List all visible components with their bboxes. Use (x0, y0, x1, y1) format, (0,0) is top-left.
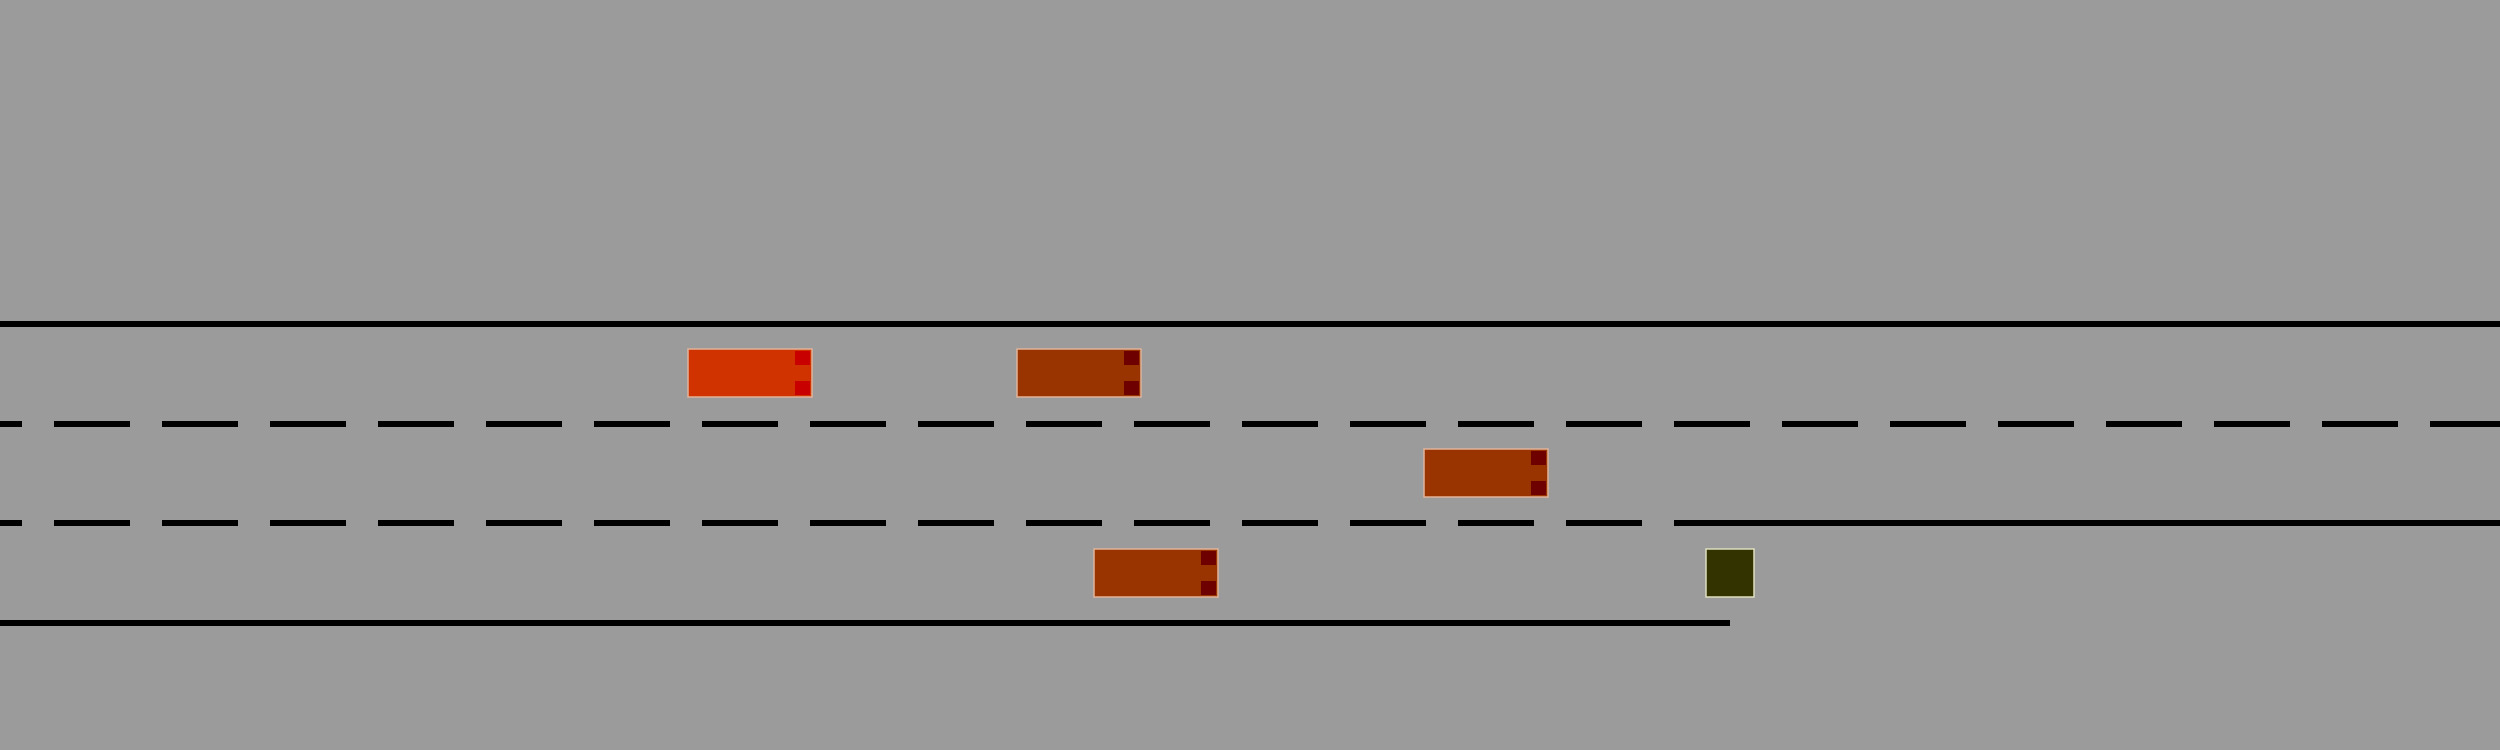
other-vehicle-headlight (1531, 481, 1546, 495)
other-vehicle-body (1424, 449, 1548, 497)
merge-end-obstacle (1706, 549, 1754, 597)
other-vehicle-headlight (1124, 381, 1139, 395)
other-vehicle-2 (1424, 449, 1548, 497)
obstacles-layer (1706, 549, 1754, 597)
other-vehicle-headlight (1124, 351, 1139, 365)
ego-vehicle-headlight (795, 351, 810, 365)
other-vehicle-1 (1017, 349, 1141, 397)
ego-vehicle-body (688, 349, 812, 397)
top-road-boundary (0, 321, 2500, 327)
ego-vehicle (688, 349, 812, 397)
other-vehicle-headlight (1201, 551, 1216, 565)
other-vehicle-body (1094, 549, 1218, 597)
other-vehicle-body (1017, 349, 1141, 397)
other-vehicle-3 (1094, 549, 1218, 597)
lower-lane-divider-solid (1680, 520, 2500, 526)
bottom-road-boundary (0, 620, 1730, 626)
other-vehicle-headlight (1531, 451, 1546, 465)
ego-vehicle-headlight (795, 381, 810, 395)
other-vehicle-headlight (1201, 581, 1216, 595)
